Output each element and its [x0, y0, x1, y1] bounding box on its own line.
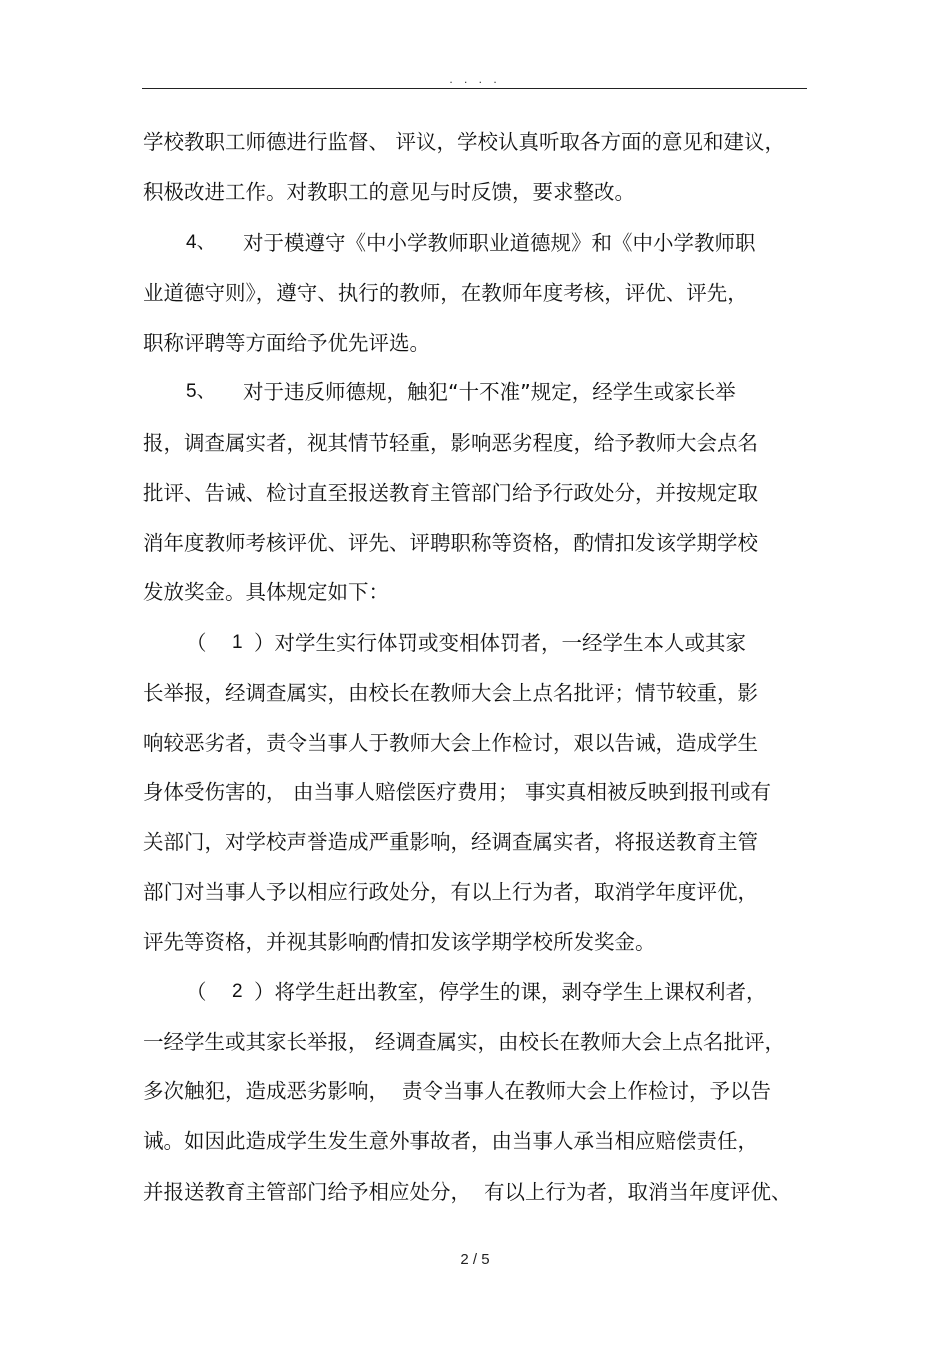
line-text: 批评、告诫、检讨直至报送教育主管部门给予行政处分，并按规定取 [143, 481, 758, 505]
paren-open: （ [186, 631, 207, 655]
paren-open: （ [186, 980, 207, 1004]
item-number: 5、 [186, 381, 216, 402]
line-text: ）将学生赶出教室，停学生的课，剥夺学生上课权利者， [254, 980, 767, 1004]
sub-item-number: 2 [232, 981, 243, 1002]
line-text: 多次触犯，造成恶劣影响， 责令当事人在教师大会上作检讨，予以告 [143, 1079, 772, 1103]
line-text: 报，调查属实者，视其情节轻重，影响恶劣程度，给予教师大会点名 [143, 431, 758, 455]
header-dots: . . . . [449, 72, 501, 86]
line-text: 一经学生或其家长举报， 经调查属实，由校长在教师大会上点名批评， [143, 1030, 786, 1054]
page-number: 2 / 5 [460, 1251, 490, 1268]
header-rule [142, 88, 807, 89]
line-text: 职称评聘等方面给予优先评选。 [143, 331, 430, 355]
line-text: 诫。如因此造成学生发生意外事故者，由当事人承当相应赔偿责任， [143, 1129, 758, 1153]
line-text: 长举报，经调查属实，由校长在教师大会上点名批评；情节较重，影 [143, 681, 758, 705]
line-text: 业道德守则》，遵守、执行的教师，在教师年度考核，评优、评先， [143, 281, 748, 305]
line-text: 积极改进工作。对教职工的意见与时反馈，要求整改。 [143, 180, 635, 204]
line-text: 发放奖金。具体规定如下： [143, 580, 389, 604]
sub-item-number: 1 [232, 632, 243, 653]
line-text: 部门对当事人予以相应行政处分，有以上行为者，取消学年度评优， [143, 880, 758, 904]
line-text: 评先等资格，并视其影响酌情扣发该学期学校所发奖金。 [143, 930, 656, 954]
line-text: 响较恶劣者，责令当事人于教师大会上作检讨，艰以告诫，造成学生 [143, 731, 758, 755]
item-number: 4、 [186, 232, 216, 253]
line-text: 对于模遵守《中小学教师职业道德规》和《中小学教师职 [243, 231, 756, 255]
line-text: 关部门，对学校声誉造成严重影响，经调查属实者，将报送教育主管 [143, 830, 758, 854]
line-text: 消年度教师考核评优、评先、评聘职称等资格，酌情扣发该学期学校 [143, 531, 758, 555]
line-text: 身体受伤害的， 由当事人赔偿医疗费用； 事实真相被反映到报刊或有 [143, 780, 772, 804]
line-text: 并报送教育主管部门给予相应处分， 有以上行为者，取消当年度评优、 [143, 1180, 792, 1204]
line-text: ）对学生实行体罚或变相体罚者，一经学生本人或其家 [254, 631, 746, 655]
line-text: 对于违反师德规，触犯“十不准”规定，经学生或家长举 [243, 380, 736, 404]
line-text: 学校教职工师德进行监督、 评议，学校认真听取各方面的意见和建议， [143, 130, 786, 154]
